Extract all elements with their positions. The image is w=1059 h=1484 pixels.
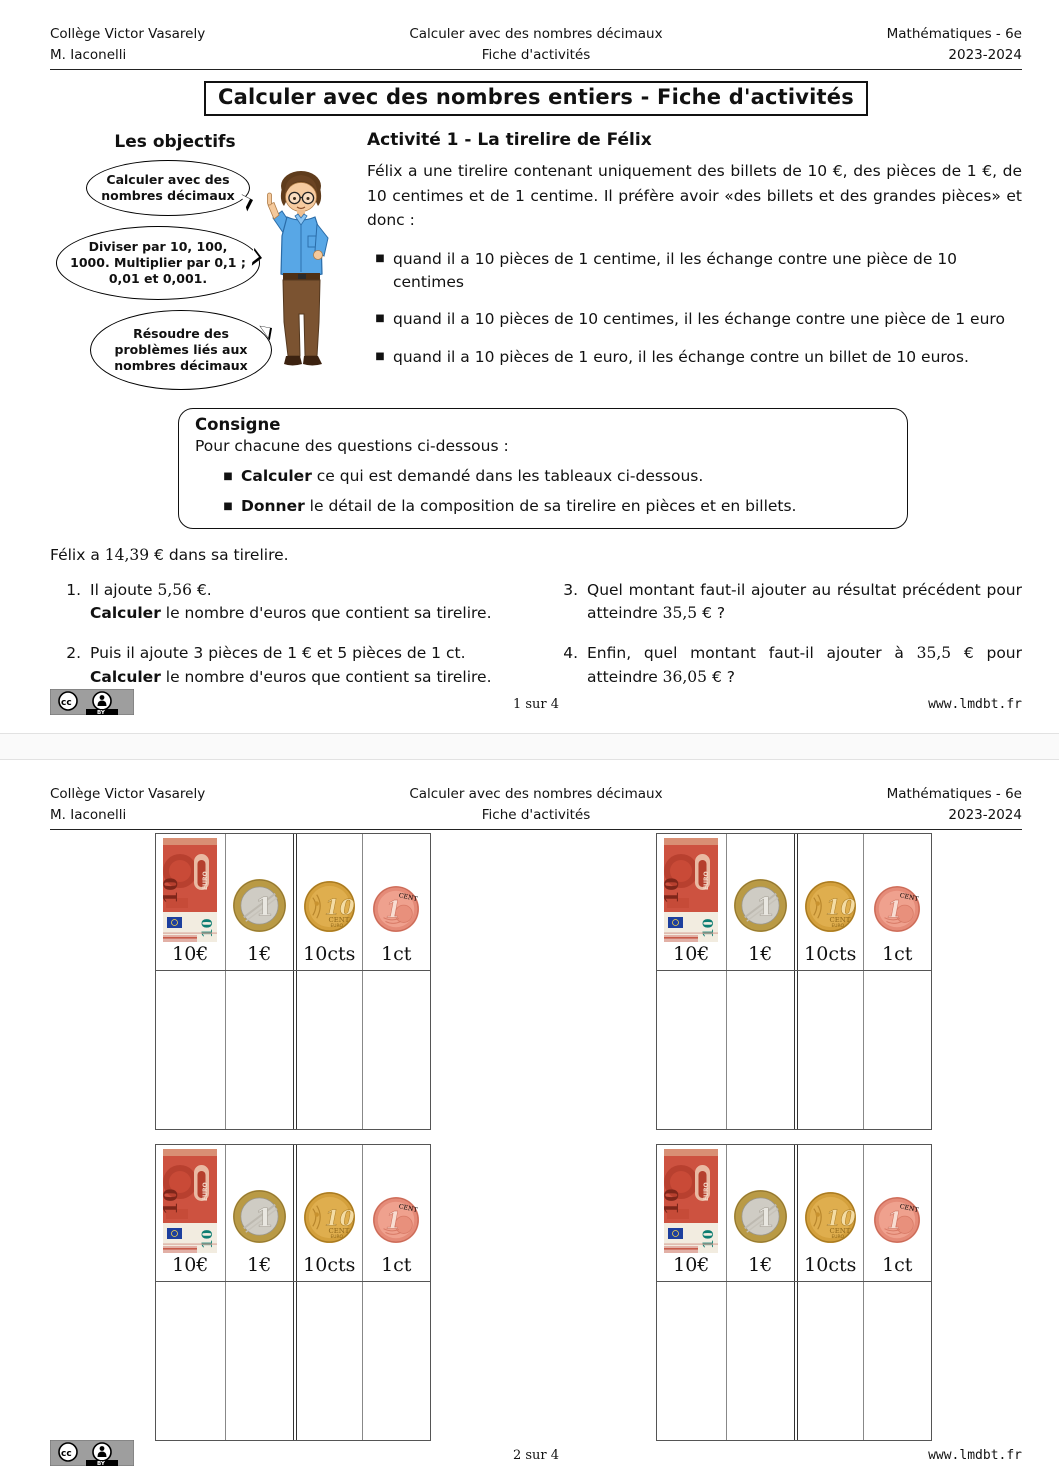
header-teacher: M. Iaconelli xyxy=(50,46,127,63)
consigne-box xyxy=(178,408,908,529)
activity-bullet: ■ quand il a 10 pièces de 1 euro, il les échange contre un billet de 10 euros. xyxy=(367,346,1022,368)
header-teacher: M. Iaconelli xyxy=(50,806,127,823)
answer-cell xyxy=(863,971,932,1129)
worksheet-page-2 xyxy=(0,760,1059,1484)
header-year: 2023-2024 xyxy=(948,806,1022,823)
header-doc-type: Fiche d'activités xyxy=(481,46,591,63)
amount-value: 35,5 xyxy=(916,644,952,663)
column-label-10e: 10€ xyxy=(172,1253,209,1276)
coin-1-cent-image xyxy=(873,885,921,933)
answer-cell xyxy=(362,1282,431,1440)
coin-1-euro-image xyxy=(232,1189,287,1244)
consigne-item: ■ Calculer ce qui est demandé dans les tableaux ci-dessous. xyxy=(215,467,891,485)
answer-cell xyxy=(156,971,225,1129)
coin-1-euro-image xyxy=(733,878,788,933)
page-number: 1 sur 4 xyxy=(512,696,560,712)
coin-10-cents-image xyxy=(804,1191,857,1244)
coin-1-cent-image xyxy=(873,1196,921,1244)
column-label-1e: 1€ xyxy=(748,1253,773,1276)
header-doc-type: Fiche d'activités xyxy=(481,806,591,823)
worksheet-page-1 xyxy=(0,0,1059,733)
question-3: 3. Quel montant faut-il ajouter au résultat précédent pour atteindre 35,5 € ? xyxy=(563,580,1022,623)
header-school: Collège Victor Vasarely xyxy=(50,786,206,802)
amount-value: 36,05 xyxy=(662,667,708,686)
column-label-1e: 1€ xyxy=(748,942,773,965)
column-label-10cts: 10cts xyxy=(804,942,857,965)
objective-bubble-2: Diviser par 10, 100, 1000. Multiplier par 0,1 ; 0,01 et 0,001. xyxy=(56,226,260,300)
banknote-10-euro-image xyxy=(163,838,217,942)
objective-bubble-1: Calculer avec des nombres décimaux xyxy=(86,160,250,216)
consigne-heading: Consigne xyxy=(195,414,281,434)
coin-1-cent-image xyxy=(372,885,420,933)
coin-10-cents-image xyxy=(303,1191,356,1244)
banknote-10-euro-image xyxy=(664,1149,718,1253)
activity-heading: Activité 1 - La tirelire de Félix xyxy=(367,129,652,150)
coin-10-cents-image xyxy=(303,880,356,933)
document-header xyxy=(50,24,1022,70)
amount-value: 5,56 xyxy=(157,580,192,599)
activity-intro: Félix a une tirelire contenant uniquement des billets de 10 €, des pièces de 1 €, de 10 centimes et de 1 centime. Il préfère avoir «des billets et des grandes pièces» et donc : xyxy=(367,161,1022,230)
bullet-square-icon: ■ xyxy=(375,350,385,362)
column-label-1e: 1€ xyxy=(247,1253,272,1276)
header-year: 2023-2024 xyxy=(948,46,1022,63)
bullet-square-icon: ■ xyxy=(375,253,385,265)
activity-bullet: ■ quand il a 10 pièces de 1 centime, il les échange contre une pièce de 10 centimes xyxy=(367,248,1022,293)
answer-cell xyxy=(293,971,362,1129)
column-label-1ct: 1ct xyxy=(381,1253,412,1276)
banknote-10-euro-image xyxy=(163,1149,217,1253)
activity-bullet: ■ quand il a 10 pièces de 10 centimes, il les échange contre une pièce de 1 euro xyxy=(367,308,1022,330)
answer-cell xyxy=(657,971,726,1129)
answer-cell xyxy=(156,1282,225,1440)
answer-cell xyxy=(293,1282,362,1440)
amount-value: 14,39 xyxy=(104,545,150,564)
banknote-10-euro-image xyxy=(664,838,718,942)
money-table-1 xyxy=(155,833,431,1130)
website-link[interactable]: www.lmdbt.fr xyxy=(928,696,1022,712)
money-table-3 xyxy=(155,1144,431,1441)
objectives-panel xyxy=(50,130,355,398)
header-school: Collège Victor Vasarely xyxy=(50,26,206,42)
bullet-square-icon: ■ xyxy=(223,470,233,482)
objective-bubble-3: Résoudre des problèmes liés aux nombres décimaux xyxy=(90,310,272,390)
answer-cell xyxy=(726,1282,795,1440)
column-label-10e: 10€ xyxy=(172,942,209,965)
column-label-10e: 10€ xyxy=(673,942,710,965)
answer-cell xyxy=(225,971,294,1129)
page-title: Calculer avec des nombres entiers - Fiche d'activités xyxy=(204,81,868,116)
question-2: 2. Puis il ajoute 3 pièces de 1 € et 5 pièces de 1 ct. Calculer le nombre d'euros que contient sa tirelire. xyxy=(66,644,492,686)
answer-cell xyxy=(726,971,795,1129)
question-4: 4. Enfin, quel montant faut-il ajouter à 35,5 € pour atteindre 36,05 € ? xyxy=(563,644,1022,686)
column-label-1ct: 1ct xyxy=(882,1253,913,1276)
page-separator xyxy=(0,733,1059,760)
answer-cell xyxy=(225,1282,294,1440)
bullet-square-icon: ■ xyxy=(223,500,233,512)
column-label-1ct: 1ct xyxy=(882,942,913,965)
consigne-intro: Pour chacune des questions ci-dessous : xyxy=(195,436,509,455)
column-label-10e: 10€ xyxy=(673,1253,710,1276)
column-label-1e: 1€ xyxy=(247,942,272,965)
column-label-1ct: 1ct xyxy=(381,942,412,965)
header-subject: Calculer avec des nombres décimaux xyxy=(409,786,663,802)
bullet-square-icon: ■ xyxy=(375,313,385,325)
objectives-heading: Les objectifs xyxy=(114,131,236,152)
amount-value: 35,5 xyxy=(662,604,698,623)
page-footer xyxy=(50,689,1022,719)
money-table-2 xyxy=(656,833,932,1130)
column-label-10cts: 10cts xyxy=(804,1253,857,1276)
coin-1-euro-image xyxy=(733,1189,788,1244)
answer-cell xyxy=(863,1282,932,1440)
answer-cell xyxy=(794,971,863,1129)
question-1: 1. Il ajoute 5,56 €. Calculer le nombre d'euros que contient sa tirelire. xyxy=(66,580,492,623)
money-table-4 xyxy=(656,1144,932,1441)
coin-10-cents-image xyxy=(804,880,857,933)
column-label-10cts: 10cts xyxy=(303,1253,356,1276)
coin-1-cent-image xyxy=(372,1196,420,1244)
website-link[interactable]: www.lmdbt.fr xyxy=(928,1447,1022,1463)
cc-by-license-badge[interactable] xyxy=(50,1440,134,1466)
document-header xyxy=(50,784,1022,830)
consigne-item: ■ Donner le détail de la composition de sa tirelire en pièces et en billets. xyxy=(215,497,891,515)
answer-cell xyxy=(657,1282,726,1440)
answer-tables-grid xyxy=(155,833,1022,1441)
header-subject: Calculer avec des nombres décimaux xyxy=(409,26,663,42)
page-number: 2 sur 4 xyxy=(512,1447,560,1463)
activity-section xyxy=(355,130,1022,398)
page-footer xyxy=(50,1440,1022,1470)
questions-list xyxy=(50,579,1022,706)
problem-statement: Félix a 14,39 € dans sa tirelire. xyxy=(50,545,289,564)
header-level: Mathématiques - 6e xyxy=(886,26,1022,42)
coin-1-euro-image xyxy=(232,878,287,933)
answer-cell xyxy=(794,1282,863,1440)
cc-by-license-badge[interactable] xyxy=(50,689,134,715)
answer-cell xyxy=(362,971,431,1129)
column-label-10cts: 10cts xyxy=(303,942,356,965)
header-level: Mathématiques - 6e xyxy=(886,786,1022,802)
